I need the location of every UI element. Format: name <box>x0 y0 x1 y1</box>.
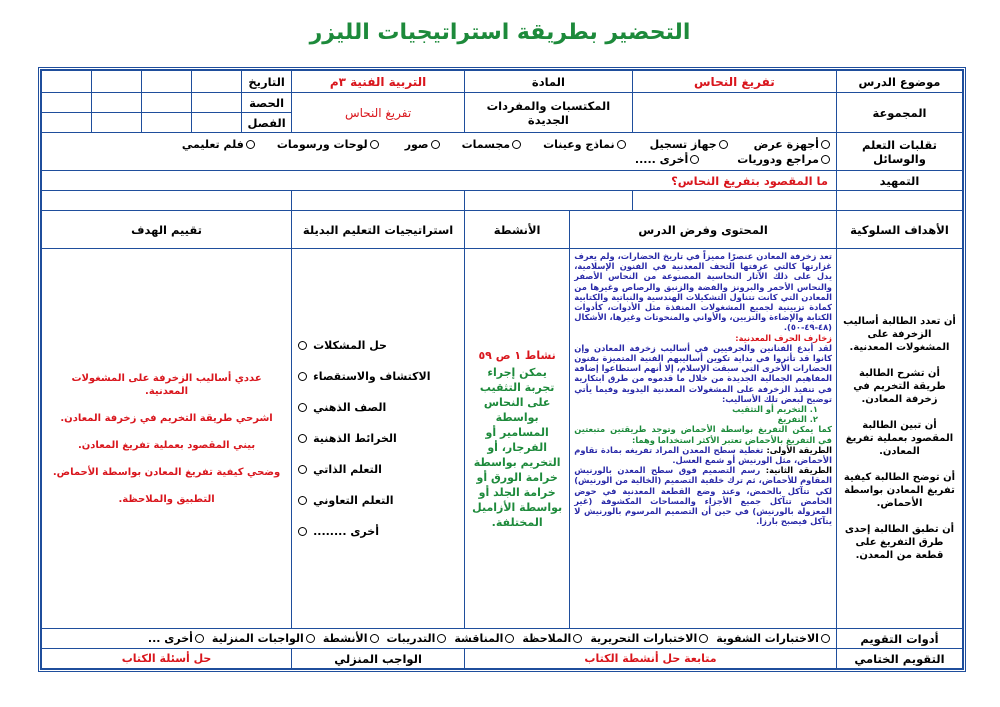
final-book-questions[interactable]: حل أسئلة الكتاب <box>42 649 292 669</box>
activity-text: يمكن إجراء تجربة التثقيب على النحاس بواسطة المسامير أو الفرجار، أو التخريم بواسطة خرامة الورق أو خرامة الجلد أو بواسطة الأزاميل المختلفة. <box>472 365 563 529</box>
objectives-cell <box>836 249 962 629</box>
objective-item: أن توضح الطالبة كيفية تفريغ المعادن بواسطة الأحماض. <box>843 472 956 509</box>
activities-header: الأنشطة <box>465 211 570 249</box>
strategy-item[interactable]: التعلم الذاتي <box>298 463 440 476</box>
topic-value[interactable]: تفريغ النحاس <box>632 71 836 93</box>
strategies-cell <box>292 249 465 629</box>
intro-value[interactable]: ما المقصود بتفريغ النحاس؟ <box>42 171 837 191</box>
content-paragraph: لقد أبدع الفنانين والحرفيين في أساليب زخرفة المعادن وإن كانوا قد تأثروا في بداية تكوين أساليبهم الفنية المتميزة بفنون الحضارات الأخرى التي سبقت الإسلام، إلا أنهم استطاعوا إضافة المفاهيم الجمالية الجديدة من خلال ما قدموه من طرق ابتكارية في تنفيذ الزخرفة على المشغولات المعدنية اليدوية وفيما يأتي توضيح لبعض تلك الأساليب: <box>574 342 832 404</box>
spacer-cell <box>465 191 633 211</box>
subject-value[interactable]: التربية الفنية ٣م <box>292 71 465 93</box>
class-label: الفصل <box>242 113 292 133</box>
assessment-option[interactable]: المناقشة <box>454 632 514 645</box>
resources-label: تقلبات التعلم والوسائل <box>836 133 962 171</box>
final-book-activities[interactable]: متابعة حل أنشطة الكتاب <box>465 649 837 669</box>
spacer-cell <box>42 191 292 211</box>
radio-circle-icon[interactable] <box>298 434 307 443</box>
group-label: المجموعة <box>836 93 962 133</box>
period-cell[interactable] <box>192 93 242 113</box>
assessment-option[interactable]: أخرى ... <box>148 632 204 645</box>
radio-circle-icon[interactable] <box>699 634 708 643</box>
radio-circle-icon[interactable] <box>298 496 307 505</box>
resources-row2 <box>48 153 830 166</box>
radio-circle-icon[interactable] <box>821 155 830 164</box>
class-cell[interactable] <box>142 113 192 133</box>
spacer-cell <box>836 191 962 211</box>
objective-item: أن تبين الطالبة المقصود بعملية تفريغ المعادن. <box>845 420 954 457</box>
assessment-option[interactable]: الاختبارات الشفوية <box>716 632 830 645</box>
page-title: التحضير بطريقة استراتيجيات الليزر <box>309 20 691 45</box>
resource-option[interactable]: مجسمات <box>462 138 522 151</box>
acquired-label: المكتسبات والمفردات الجديدة <box>465 93 633 133</box>
date-cell[interactable] <box>92 71 142 93</box>
intro-label: التمهيد <box>836 171 962 191</box>
content-list-item: ١. التخريم أو التثقيب <box>732 404 818 415</box>
group-value[interactable] <box>632 93 836 133</box>
radio-circle-icon[interactable] <box>505 634 514 643</box>
lesson-plan-table <box>38 67 966 672</box>
strategy-item[interactable]: التعلم التعاوني <box>298 494 440 507</box>
final-label: التقويم الختامي <box>836 649 962 669</box>
method-label: الطريقة الأولى: <box>766 444 832 455</box>
class-cell[interactable] <box>92 113 142 133</box>
resource-option[interactable]: أخرى ..... <box>635 153 699 166</box>
evaluation-item: وضحي كيفية تفريغ المعادن بواسطة الأحماض. <box>52 466 281 478</box>
topic-label: موضوع الدرس <box>836 71 962 93</box>
date-cell[interactable] <box>142 71 192 93</box>
radio-circle-icon[interactable] <box>298 341 307 350</box>
content-paragraph: كما يمكن التفريغ بواسطة الأحماض وتوجد طريقتين متبعتين في التفريغ بالأحماض تعتبر الأكثر استخداما وهما: <box>574 424 832 445</box>
content-heading: زخارف الحرف المعدنية: <box>735 332 832 343</box>
date-label: التاريخ <box>242 71 292 93</box>
activities-cell <box>465 249 570 629</box>
date-cell[interactable] <box>192 71 242 93</box>
method-text: تغطية سطح المعدن المراد تفريغه بمادة تقاوم الأحماض، مثل الورنيش أو شمع العسل. <box>574 444 832 466</box>
assessment-option[interactable]: الواجبات المنزلية <box>212 632 315 645</box>
content-header: المحتوى وفرض الدرس <box>570 211 837 249</box>
radio-circle-icon[interactable] <box>298 403 307 412</box>
strategy-item[interactable]: الاكتشاف والاستقصاء <box>298 370 440 383</box>
objectives-header: الأهداف السلوكية <box>836 211 962 249</box>
radio-circle-icon[interactable] <box>573 634 582 643</box>
radio-circle-icon[interactable] <box>370 634 379 643</box>
acquired-value[interactable]: تفريغ النحاس <box>292 93 465 133</box>
radio-circle-icon[interactable] <box>719 140 728 149</box>
assessment-options <box>48 632 830 645</box>
objective-item: أن تطبق الطالبة إحدى طرق التفريغ على قطعة من المعدن. <box>844 524 955 561</box>
radio-circle-icon[interactable] <box>370 140 379 149</box>
radio-circle-icon[interactable] <box>821 140 830 149</box>
assessment-option[interactable]: الملاحظة <box>522 632 582 645</box>
assessment-option[interactable]: الاختبارات التحريرية <box>590 632 708 645</box>
period-label: الحصة <box>242 93 292 113</box>
subject-label: المادة <box>465 71 633 93</box>
strategy-item[interactable]: الصف الذهني <box>298 401 440 414</box>
period-cell[interactable] <box>42 93 92 113</box>
strategy-item[interactable]: أخرى ........ <box>298 525 440 538</box>
objective-item: أن تعدد الطالبة أساليب الزخرفة على المشغولات المعدنية. <box>843 316 956 353</box>
assessment-option[interactable]: التدريبات <box>387 632 447 645</box>
method-label: الطريقة الثانية: <box>765 465 832 476</box>
evaluation-item: اشرحي طريقة التخريم في زخرفة المعادن. <box>60 412 273 424</box>
resource-option[interactable]: مراجع ودوريات <box>737 153 830 166</box>
activity-heading: نشاط ١ ص ٥٩ <box>478 348 556 362</box>
evaluation-item: بيني المقصود بعملية تفريغ المعادن. <box>77 439 256 451</box>
content-list-item: ٢. التفريغ <box>777 414 818 425</box>
radio-circle-icon[interactable] <box>246 140 255 149</box>
strategies-header: استراتيجيات التعليم البديلة <box>292 211 465 249</box>
resource-option[interactable]: أجهزة عرض <box>754 138 830 151</box>
radio-circle-icon[interactable] <box>298 372 307 381</box>
evaluation-item: التطبيق والملاحظة. <box>118 493 215 505</box>
evaluation-item: عددي أساليب الزخرفة على المشغولات المعدنية. <box>71 372 262 397</box>
resource-option[interactable]: جهاز تسجيل <box>650 138 728 151</box>
resource-option[interactable]: لوحات ورسومات <box>277 138 379 151</box>
spacer-cell <box>292 191 465 211</box>
resource-option[interactable]: فلم تعليمي <box>182 138 255 151</box>
class-cell[interactable] <box>42 113 92 133</box>
assessment-label: أدوات التقويم <box>836 629 962 649</box>
period-cell[interactable] <box>142 93 192 113</box>
content-cell <box>570 249 837 629</box>
radio-circle-icon[interactable] <box>306 634 315 643</box>
period-cell[interactable] <box>92 93 142 113</box>
resource-option[interactable]: نماذج وعينات <box>543 138 626 151</box>
resources-row1 <box>48 138 830 151</box>
radio-circle-icon[interactable] <box>690 155 699 164</box>
strategy-item[interactable]: الخرائط الذهنية <box>298 432 440 445</box>
assessment-option[interactable]: الأنشطة <box>323 632 379 645</box>
radio-circle-icon[interactable] <box>821 634 830 643</box>
radio-circle-icon[interactable] <box>298 465 307 474</box>
evaluation-header: تقييم الهدف <box>42 211 292 249</box>
homework-label: الواجب المنزلي <box>292 649 465 669</box>
radio-circle-icon[interactable] <box>512 140 521 149</box>
radio-circle-icon[interactable] <box>431 140 440 149</box>
class-cell[interactable] <box>192 113 242 133</box>
radio-circle-icon[interactable] <box>437 634 446 643</box>
date-cell[interactable] <box>42 71 92 93</box>
strategy-item[interactable]: حل المشكلات <box>298 339 440 352</box>
radio-circle-icon[interactable] <box>298 527 307 536</box>
resource-option[interactable]: صور <box>405 138 440 151</box>
radio-circle-icon[interactable] <box>617 140 626 149</box>
evaluation-cell <box>42 249 292 629</box>
spacer-cell <box>632 191 836 211</box>
radio-circle-icon[interactable] <box>195 634 204 643</box>
objective-item: أن تشرح الطالبة طريقة التخريم في زخرفة المعادن. <box>853 368 946 405</box>
method-text: رسم التصميم فوق سطح المعدن بالورنيش المقاوم للأحماض، ثم ترك خلفية التصميم (الخالية من الورنيش) لكي تتآكل بالحمض، وعند وضع القطعة المعدنية في حوض الحامض تتآكل جميع الأجزاء والمساحات المكشوفة (غير المعزولة بالورنيش) في حين أن التصميم المرسوم بالورنيش لا يتآكل فيصبح بارزا. <box>574 465 832 527</box>
content-paragraph: تعد زخرفة المعادن عنصرًا مميزاً في تاريخ الحضارات، ولم يعرف غزارتها كالتي عرفتها التحف المعدنية في الفنون الإسلامية، يدل على ذلك الآثار النحاسية المصنوعة من النحاس الأصفر والنحاس الأحمر والبرونز والفضة والزنبق والرصاص وغيرها من المعادن التي كانت تتناول التشكيلات الهندسية والنباتية والكتابية كمادة تزيينية لجميع المشغولات المنفذة مثل الأدوات، كأدوات الكتابة والإضاءة والتزيين، والأواني والمنحوتات وغيرها، الأشكال (٤٨-٤٩-٥٠). <box>574 251 832 333</box>
